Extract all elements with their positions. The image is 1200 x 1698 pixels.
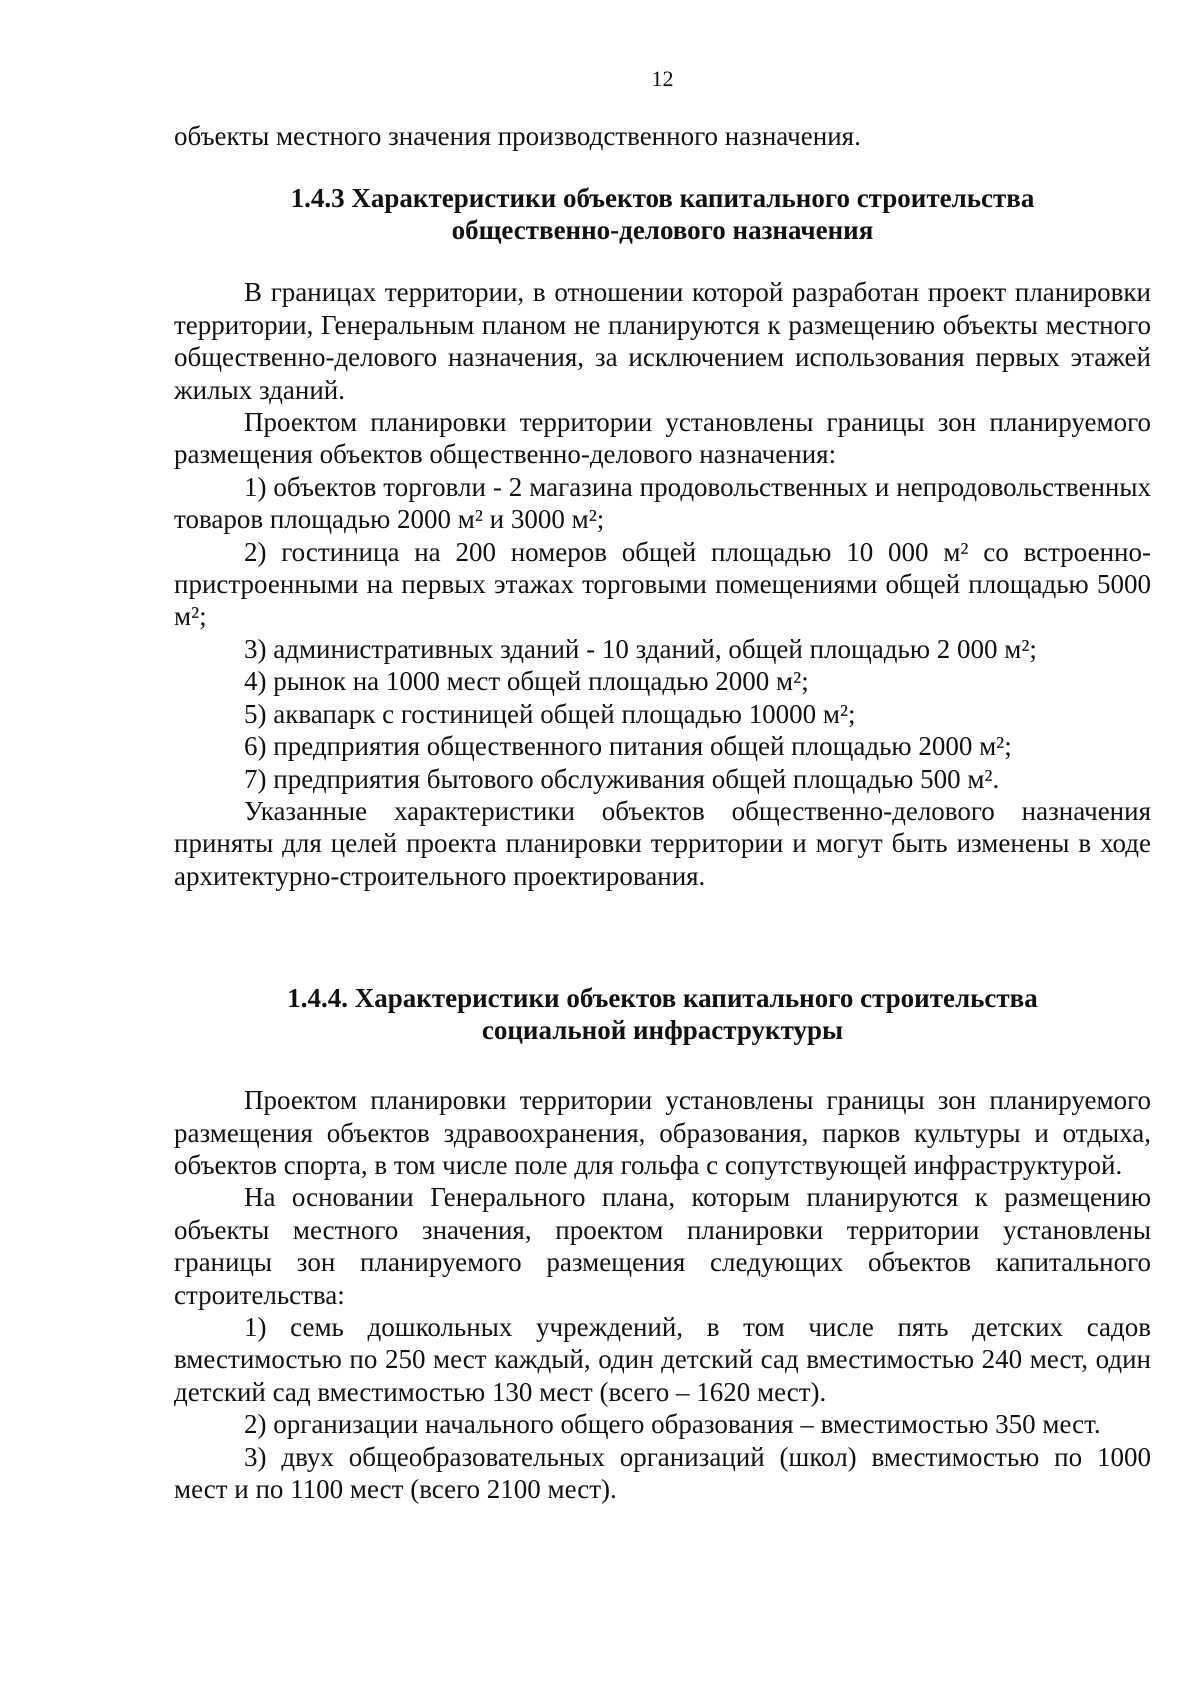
section-1-4-3-heading-line2: общественно-делового назначения xyxy=(451,215,874,246)
document-page xyxy=(174,64,1151,1505)
paragraph-1-4-3-note: Указанные характеристики объектов общественно-делового назначения приняты для целей проекта планировки территории и могут быть изменены в ходе архитектурно-строительного проектирования. xyxy=(174,795,1151,891)
list-item-catering: 6) предприятия общественного питания общей площадью 2000 м²; xyxy=(244,731,1012,762)
list-item-market: 4) рынок на 1000 мест общей площадью 2000 м²; xyxy=(244,666,809,697)
list-item-trade: 1) объектов торговли - 2 магазина продовольственных и непродовольственных товаров площадью 2000 м² и 3000 м²; xyxy=(174,471,1151,535)
list-item-preschools: 1) семь дошкольных учреждений, в том числе пять детских садов вместимостью по 250 мест каждый, один детский сад вместимостью 240 мест, один детский сад вместимостью 130 мест (всего – 1620 мест). xyxy=(174,1311,1151,1407)
paragraph-1-4-4-2: На основании Генерального плана, которым планируются к размещению объекты местного значения, проектом планировки территории установлены границы зон планируемого размещения следующих объектов капитального строительства: xyxy=(174,1182,1151,1310)
intro-line: объекты местного значения производственного назначения. xyxy=(174,121,861,151)
section-1-4-3-heading xyxy=(174,182,1151,246)
list-item-consumer-services: 7) предприятия бытового обслуживания общей площадью 500 м². xyxy=(244,763,1000,794)
section-1-4-3-heading-line1: 1.4.3 Характеристики объектов капитального строительства xyxy=(290,183,1035,214)
section-1-4-4-heading-line1: 1.4.4. Характеристики объектов капитального строительства xyxy=(287,983,1038,1014)
paragraph-1-4-3-1: В границах территории, в отношении которой разработан проект планировки территории, Генеральным планом не планируются к размещению объекты местного общественно-делового назначения, за исключением использования первых этажей жилых зданий. xyxy=(174,277,1151,405)
paragraph-1-4-4-1: Проектом планировки территории установлены границы зон планируемого размещения объектов здравоохранения, образования, парков культуры и отдыха, объектов спорта, в том числе поле для гольфа с сопутствующей инфраструктурой. xyxy=(174,1085,1151,1180)
paragraph-1-4-3-2: Проектом планировки территории установлены границы зон планируемого размещения объектов общественно-делового назначения: xyxy=(174,407,1151,470)
section-1-4-4-heading xyxy=(174,982,1151,1046)
list-item-primary-education: 2) организации начального общего образования – вместимостью 350 мест. xyxy=(244,1409,1101,1440)
section-1-4-4-heading-line2: социальной инфраструктуры xyxy=(481,1015,844,1046)
list-item-hotel: 2) гостиница на 200 номеров общей площадью 10 000 м² со встроенно-пристроенными на первых этажах торговыми помещениями общей площадью 5000 м²; xyxy=(174,536,1151,632)
list-item-aquapark: 5) аквапарк с гостиницей общей площадью 10000 м²; xyxy=(244,698,856,729)
page-number: 12 xyxy=(651,66,674,91)
list-item-admin-buildings: 3) административных зданий - 10 зданий, общей площадью 2 000 м²; xyxy=(244,633,1037,664)
list-item-schools: 3) двух общеобразовательных организаций (школ) вместимостью по 1000 мест и по 1100 мест (всего 2100 мест). xyxy=(174,1441,1151,1504)
